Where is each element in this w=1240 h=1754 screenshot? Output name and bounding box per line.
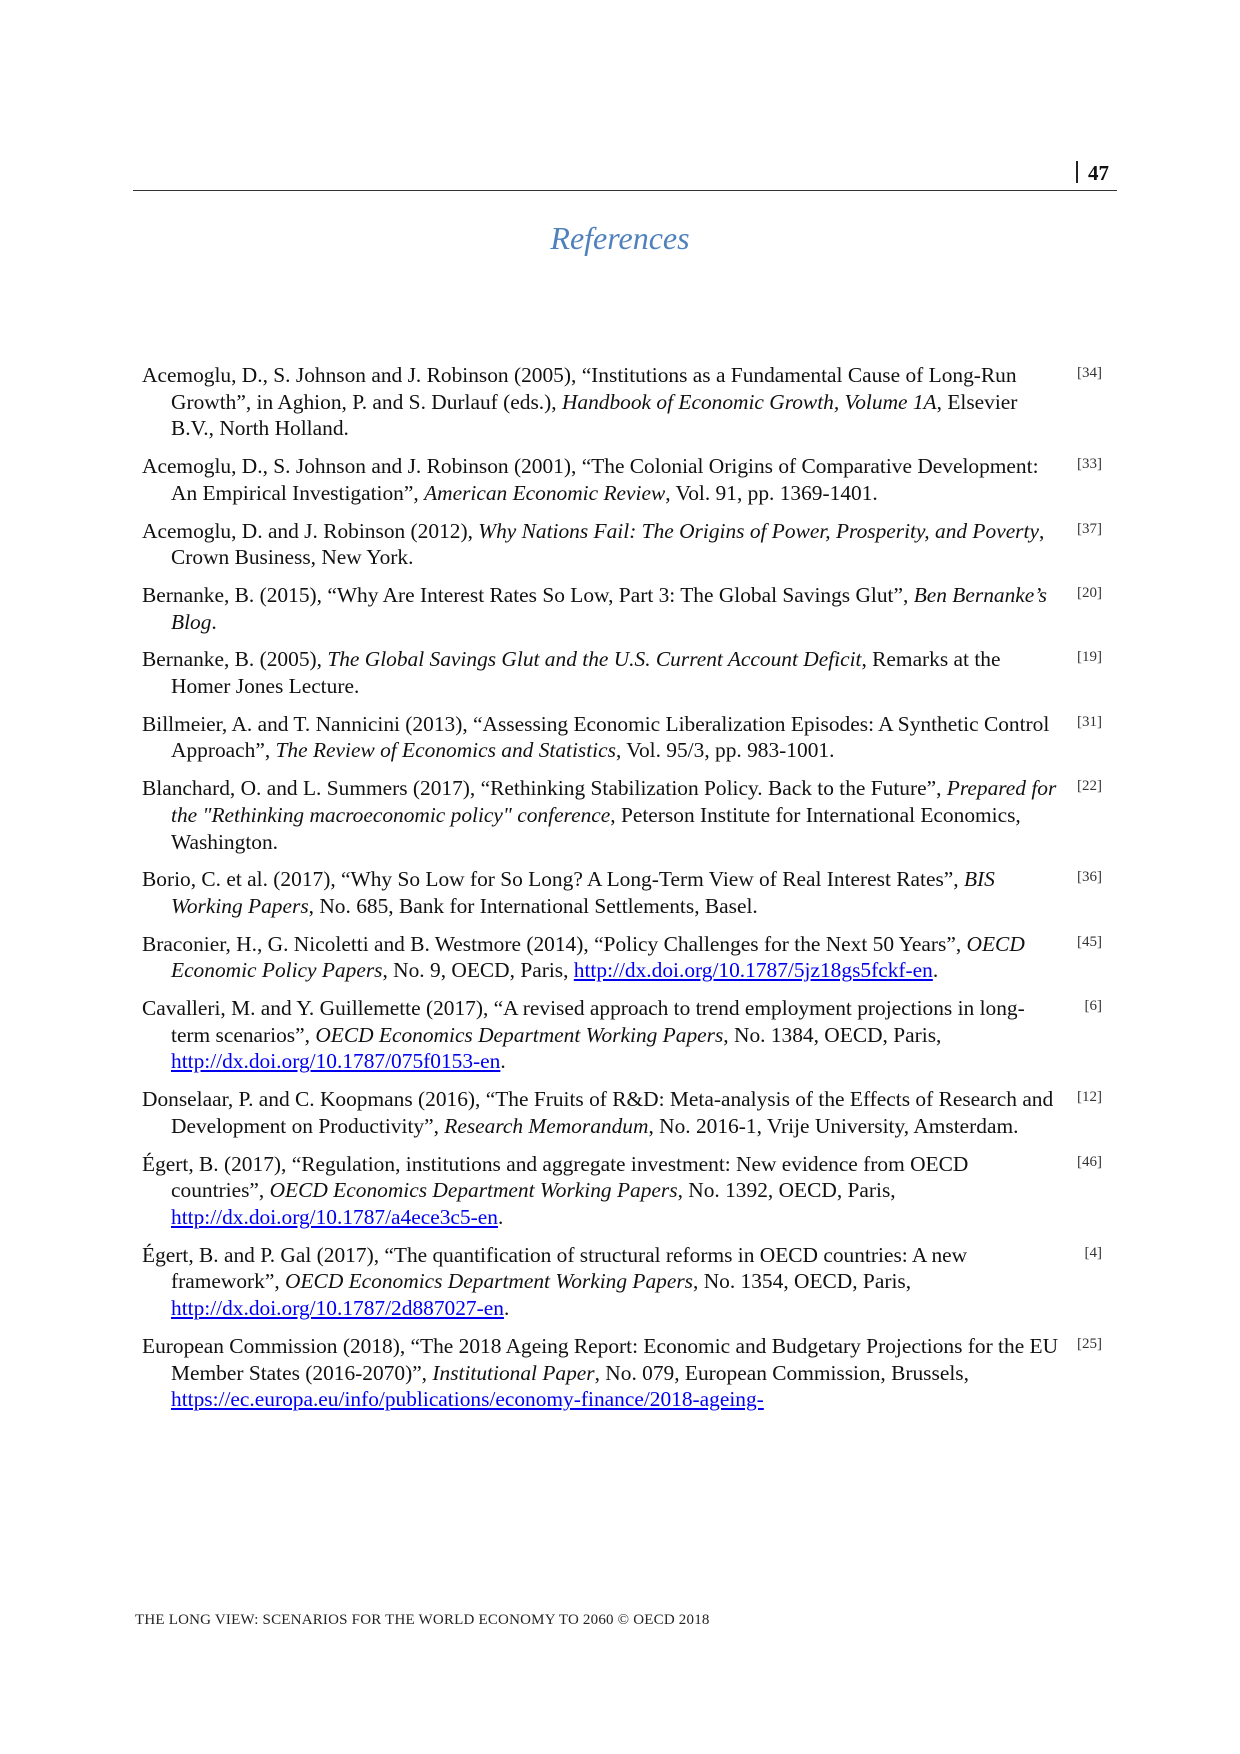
reference-number: [4]	[1084, 1244, 1102, 1261]
reference-text-segment: , No. 9, OECD, Paris,	[382, 958, 574, 983]
reference-text	[142, 362, 1061, 442]
reference-text-segment: Donselaar, P. and C. Koopmans (2016), “The Fruits of R&D: Meta-analysis of the Effects of Research and Development on Productivity”,	[142, 1087, 1054, 1138]
reference-source-title: Ben Bernanke’s Blog	[171, 582, 1047, 634]
reference-source-title: OECD Economics Department Working Papers	[315, 1022, 724, 1047]
reference-source-title: Handbook of Economic Growth, Volume 1A	[561, 389, 937, 414]
reference-number: [33]	[1077, 456, 1102, 473]
reference-source-title: Institutional Paper	[432, 1360, 595, 1385]
reference-text-segment: , Elsevier B.V., North Holland.	[171, 389, 1018, 441]
reference-number: [6]	[1084, 998, 1102, 1015]
reference-text-segment: , No. 079, European Commission, Brussels,	[594, 1360, 969, 1385]
reference-text-segment: .	[497, 1204, 504, 1229]
reference-entry	[142, 453, 1102, 506]
reference-entry	[142, 711, 1102, 764]
reference-text-segment: , No. 1384, OECD, Paris,	[723, 1022, 942, 1047]
reference-text-segment: .	[503, 1296, 510, 1321]
reference-number: [34]	[1077, 365, 1102, 381]
reference-source-title: OECD Economics Department Working Papers	[269, 1178, 678, 1203]
reference-text	[142, 453, 1061, 506]
reference-text	[142, 866, 1061, 919]
reference-entry	[142, 1151, 1102, 1231]
reference-text-segment: Bernanke, B. (2015), “Why Are Interest Rates So Low, Part 3: The Global Savings Glut”,	[142, 582, 914, 607]
page-number	[1076, 160, 1109, 186]
page-number-text: 47	[1088, 161, 1109, 185]
reference-text-segment: , Vol. 91, pp. 1369-1401.	[665, 480, 878, 505]
reference-text-segment: Blanchard, O. and L. Summers (2017), “Rethinking Stabilization Policy. Back to the Future”,	[142, 776, 947, 801]
reference-text	[142, 582, 1061, 635]
reference-text-segment: Bernanke, B. (2005),	[142, 647, 328, 672]
reference-text	[142, 1333, 1061, 1413]
reference-number: [31]	[1077, 713, 1102, 730]
reference-entry	[142, 362, 1102, 442]
reference-text-segment: , No. 2016-1, Vrije University, Amsterdam.	[648, 1113, 1019, 1138]
reference-text-segment: , Remarks at the Homer Jones Lecture.	[171, 647, 1001, 699]
reference-text-segment: European Commission (2018), “The 2018 Ageing Report: Economic and Budgetary Projections for the EU Member States (2016-2070)”,	[142, 1333, 1059, 1385]
reference-text-segment: Billmeier, A. and T. Nannicini (2013), “Assessing Economic Liberalization Episodes: A Synthetic Control Approach”,	[142, 711, 1050, 763]
reference-source-title: The Global Savings Glut and the U.S. Current Account Deficit	[327, 647, 862, 672]
doi-link[interactable]: http://dx.doi.org/10.1787/2d887027-en	[171, 1296, 504, 1321]
reference-number: [22]	[1077, 778, 1102, 795]
reference-text	[142, 711, 1061, 764]
reference-source-title: The Review of Economics and Statistics	[275, 738, 616, 763]
header-rule	[133, 190, 1117, 191]
reference-source-title: Why Nations Fail: The Origins of Power, Prosperity, and Poverty	[478, 518, 1039, 543]
reference-entry	[142, 1333, 1102, 1413]
reference-text	[142, 1151, 1061, 1231]
reference-source-title: Prepared for the "Rethinking macroeconomic policy" conference	[171, 776, 1057, 827]
reference-number: [12]	[1077, 1089, 1102, 1106]
reference-text-segment: , No. 1354, OECD, Paris,	[693, 1269, 912, 1294]
reference-text-segment: Acemoglu, D., S. Johnson and J. Robinson (2001), “The Colonial Origins of Comparative Development: An Empirical Investigation”,	[142, 454, 1039, 505]
reference-text	[142, 931, 1061, 984]
reference-entry	[142, 518, 1102, 571]
reference-entry	[142, 775, 1102, 855]
reference-number: [19]	[1077, 649, 1102, 666]
reference-number: [36]	[1077, 869, 1102, 886]
reference-source-title: BIS Working Papers	[171, 867, 995, 918]
footer: THE LONG VIEW: SCENARIOS FOR THE WORLD ECONOMY TO 2060 © OECD 2018	[135, 1612, 710, 1628]
reference-text	[142, 1242, 1061, 1322]
reference-text	[142, 518, 1061, 571]
reference-text-segment: , No. 1392, OECD, Paris,	[677, 1178, 896, 1203]
doi-link[interactable]: http://dx.doi.org/10.1787/5jz18gs5fckf-en	[573, 958, 933, 983]
reference-number: [20]	[1077, 584, 1102, 601]
reference-text-segment: Égert, B. and P. Gal (2017), “The quantification of structural reforms in OECD countries: A new framework”,	[142, 1242, 968, 1294]
reference-text-segment: Égert, B. (2017), “Regulation, institutions and aggregate investment: New evidence from OECD countries”,	[142, 1151, 969, 1203]
reference-number: [25]	[1077, 1335, 1102, 1352]
reference-source-title: OECD Economic Policy Papers	[171, 931, 1025, 983]
reference-text-segment: , Crown Business, New York.	[171, 518, 1045, 570]
reference-text-segment: .	[500, 1049, 506, 1074]
reference-entry	[142, 931, 1102, 984]
reference-text-segment: , Vol. 95/3, pp. 983-1001.	[615, 738, 835, 763]
reference-text-segment: Acemoglu, D. and J. Robinson (2012),	[142, 518, 479, 543]
reference-text-segment: , Peterson Institute for International Economics, Washington.	[171, 802, 1021, 854]
reference-text-segment: Borio, C. et al. (2017), “Why So Low for So Long? A Long-Term View of Real Interest Rates”,	[142, 867, 964, 892]
reference-text	[142, 646, 1061, 699]
reference-number: [45]	[1077, 933, 1102, 950]
reference-entry	[142, 1086, 1102, 1139]
doi-link[interactable]: http://dx.doi.org/10.1787/a4ece3c5-en	[171, 1204, 498, 1229]
reference-text-segment: Cavalleri, M. and Y. Guillemette (2017), “A revised approach to trend employment projections in long-term scenarios”,	[142, 996, 1025, 1047]
reference-list	[142, 362, 1102, 1424]
reference-text-segment: Braconier, H., G. Nicoletti and B. Westmore (2014), “Policy Challenges for the Next 50 Years”,	[142, 931, 967, 956]
reference-entry	[142, 582, 1102, 635]
page-title: References	[550, 220, 690, 256]
reference-text-segment: .	[211, 609, 217, 634]
reference-entry	[142, 995, 1102, 1075]
reference-text	[142, 775, 1061, 855]
doi-link[interactable]: https://ec.europa.eu/info/publications/economy-finance/2018-ageing-	[171, 1387, 764, 1412]
reference-text-segment: , No. 685, Bank for International Settlements, Basel.	[308, 893, 758, 918]
reference-source-title: Research Memorandum	[444, 1113, 649, 1138]
page-number-divider	[1076, 161, 1078, 183]
reference-entry	[142, 866, 1102, 919]
reference-text	[142, 1086, 1061, 1139]
doi-link[interactable]: http://dx.doi.org/10.1787/075f0153-en	[171, 1049, 501, 1074]
reference-source-title: American Economic Review	[424, 480, 666, 505]
reference-text-segment: Acemoglu, D., S. Johnson and J. Robinson (2005), “Institutions as a Fundamental Cause of Long-Run Growth”, in Aghion, P. and S. Durlauf (eds.),	[142, 363, 1017, 414]
reference-number: [46]	[1077, 1153, 1102, 1170]
reference-number: [37]	[1077, 520, 1102, 537]
reference-text	[142, 995, 1061, 1075]
reference-source-title: OECD Economics Department Working Papers	[285, 1269, 693, 1294]
reference-entry	[142, 1242, 1102, 1322]
reference-entry	[142, 646, 1102, 699]
reference-text-segment: .	[932, 958, 939, 983]
